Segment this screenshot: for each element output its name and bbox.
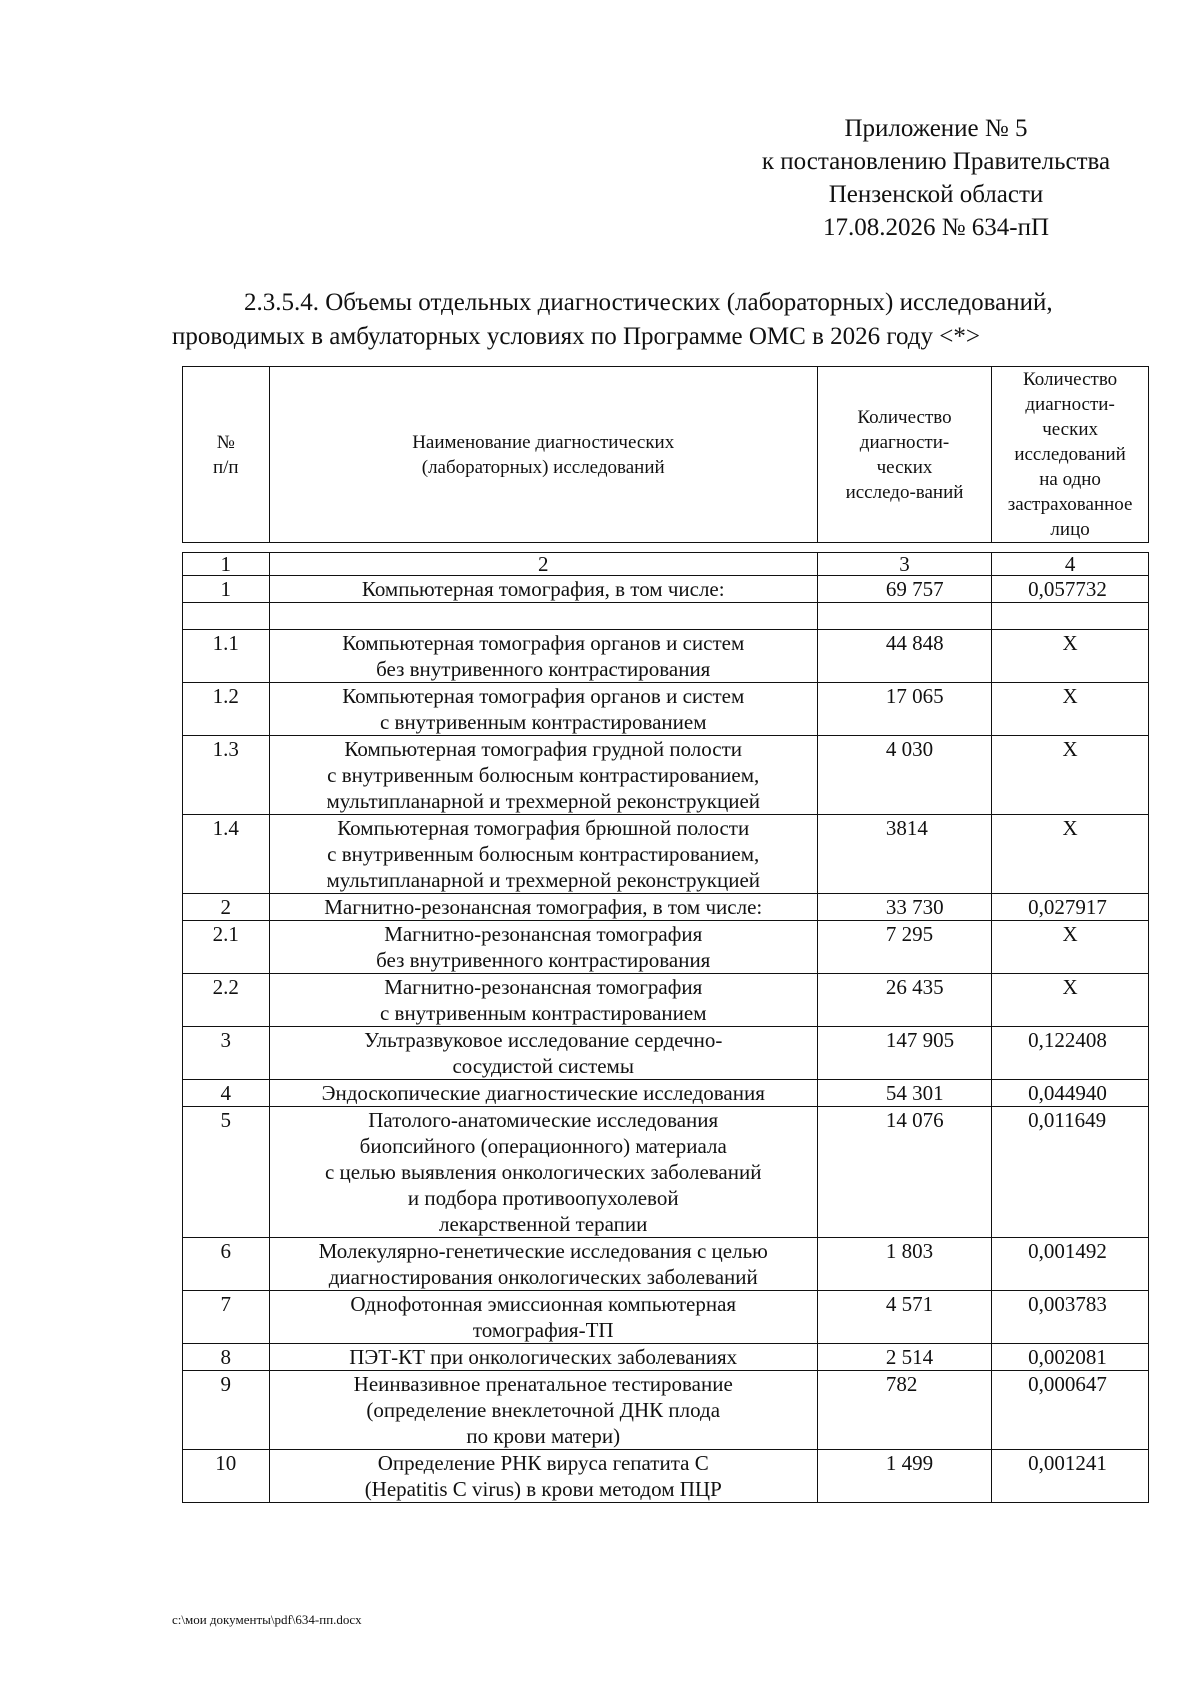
- table-row: [183, 894, 1149, 921]
- column-number: 4: [992, 553, 1149, 576]
- row-count: 3814: [817, 815, 991, 894]
- row-name: [269, 1080, 817, 1107]
- row-count: 7 295: [817, 921, 991, 974]
- row-name-line: Магнитно-резонансная томография: [384, 975, 703, 999]
- row-name-line: (Hepatitis C virus) в крови методом ПЦР: [364, 1477, 722, 1501]
- row-name-line: мультипланарной и трехмерной реконструкцией: [326, 868, 761, 892]
- row-name-line: Компьютерная томография брюшной полости: [337, 816, 750, 840]
- table-row: [183, 1291, 1149, 1344]
- row-name-line: лекарственной терапии: [439, 1212, 648, 1236]
- row-name: [269, 1371, 817, 1450]
- header-count: [817, 367, 991, 543]
- row-name-line: Однофотонная эмиссионная компьютерная: [350, 1292, 737, 1316]
- row-name-line: биопсийного (операционного) материала: [359, 1134, 727, 1158]
- row-per-person: 0,044940: [992, 1080, 1149, 1107]
- heading-line-1: 2.3.5.4. Объемы отдельных диагностических (лабораторных) исследований,: [244, 289, 1053, 316]
- row-per-person: X: [992, 921, 1149, 974]
- row-name-line: Ультразвуковое исследование сердечно-: [364, 1028, 723, 1052]
- table-row: [183, 974, 1149, 1027]
- row-count: 782: [817, 1371, 991, 1450]
- row-name: [269, 921, 817, 974]
- row-count: [817, 603, 991, 630]
- row-count: 17 065: [817, 683, 991, 736]
- row-name: [269, 1238, 817, 1291]
- table-row: [183, 603, 1149, 630]
- row-name-line: томография-ТП: [472, 1318, 614, 1342]
- row-name-line: (определение внеклеточной ДНК плода: [366, 1398, 721, 1422]
- column-number: 2: [269, 553, 817, 576]
- row-number: 1.2: [183, 683, 270, 736]
- row-name: [269, 1344, 817, 1371]
- row-count: 14 076: [817, 1107, 991, 1238]
- table-row: [183, 815, 1149, 894]
- row-number: 10: [183, 1450, 270, 1503]
- header-line: на одно: [1039, 469, 1101, 490]
- appendix-title: Приложение № 5: [844, 115, 1028, 142]
- heading-line-2: проводимых в амбулаторных условиях по Программе ОМС в 2026 году <*>: [172, 323, 980, 350]
- header-num: [183, 367, 270, 543]
- row-name-line: по крови матери): [466, 1424, 621, 1448]
- header-line: исследо-ваний: [845, 481, 964, 503]
- table-row: [183, 683, 1149, 736]
- header-name: [269, 367, 817, 543]
- row-name: [269, 576, 817, 603]
- row-number: 1.3: [183, 736, 270, 815]
- header-line: застрахованное: [1007, 494, 1133, 515]
- table-row: [183, 1238, 1149, 1291]
- header-line: лицо: [1050, 519, 1090, 540]
- row-name: [269, 630, 817, 683]
- header-line: №: [216, 431, 235, 453]
- row-per-person: 0,001241: [992, 1450, 1149, 1503]
- table-row: [183, 1107, 1149, 1238]
- row-per-person: X: [992, 683, 1149, 736]
- column-number: 3: [817, 553, 991, 576]
- table-row: [183, 576, 1149, 603]
- header-line: диагности-: [859, 431, 950, 453]
- table-header: [182, 366, 1149, 543]
- row-name-line: Компьютерная томография, в том числе:: [361, 577, 725, 601]
- row-number: 1.1: [183, 630, 270, 683]
- row-name-line: Магнитно-резонансная томография, в том числе:: [324, 895, 763, 919]
- row-count: 4 030: [817, 736, 991, 815]
- row-number: [183, 603, 270, 630]
- row-name-line: с внутривенным болюсным контрастированием,: [327, 763, 760, 787]
- row-number: 1: [183, 576, 270, 603]
- row-name: [269, 1107, 817, 1238]
- row-count: 33 730: [817, 894, 991, 921]
- row-name-line: Компьютерная томография грудной полости: [344, 737, 743, 761]
- row-per-person: 0,000647: [992, 1371, 1149, 1450]
- row-count: 147 905: [817, 1027, 991, 1080]
- row-count: 1 499: [817, 1450, 991, 1503]
- row-number: 4: [183, 1080, 270, 1107]
- table-row: [183, 1344, 1149, 1371]
- section-heading: [172, 286, 1147, 354]
- row-name-line: мультипланарной и трехмерной реконструкцией: [326, 789, 761, 813]
- row-per-person: 0,122408: [992, 1027, 1149, 1080]
- row-name: [269, 974, 817, 1027]
- header-line: Наименование диагностических: [412, 431, 675, 453]
- column-number-row: [183, 553, 1149, 576]
- row-count: 2 514: [817, 1344, 991, 1371]
- row-number: 5: [183, 1107, 270, 1238]
- appendix-block: [736, 112, 1136, 244]
- row-number: 2.1: [183, 921, 270, 974]
- table-row: [183, 921, 1149, 974]
- row-name: [269, 603, 817, 630]
- row-per-person: X: [992, 974, 1149, 1027]
- row-name-line: Компьютерная томография органов и систем: [342, 631, 745, 655]
- row-count: 1 803: [817, 1238, 991, 1291]
- row-name: [269, 894, 817, 921]
- row-count: 26 435: [817, 974, 991, 1027]
- row-number: 2.2: [183, 974, 270, 1027]
- row-per-person: 0,027917: [992, 894, 1149, 921]
- header-line: Количество: [1023, 369, 1118, 390]
- row-per-person: X: [992, 630, 1149, 683]
- row-number: 2: [183, 894, 270, 921]
- header-line: п/п: [212, 456, 239, 478]
- row-per-person: 0,002081: [992, 1344, 1149, 1371]
- row-count: 44 848: [817, 630, 991, 683]
- header-line: диагности-: [1025, 394, 1115, 415]
- row-count: 69 757: [817, 576, 991, 603]
- row-name-line: Патолого-анатомические исследования: [368, 1108, 719, 1132]
- row-name-line: диагностирования онкологических заболеваний: [328, 1265, 758, 1289]
- row-name-line: Эндоскопические диагностические исследования: [321, 1081, 765, 1105]
- header-per-person: [992, 367, 1149, 543]
- header-line: ческих: [876, 456, 933, 478]
- row-name-line: с внутривенным контрастированием: [379, 1001, 707, 1025]
- column-number: 1: [183, 553, 270, 576]
- table-row: [183, 1371, 1149, 1450]
- row-name-line: без внутривенного контрастирования: [376, 948, 711, 972]
- row-name-line: Компьютерная томография органов и систем: [342, 684, 745, 708]
- row-name-line: Определение РНК вируса гепатита С: [377, 1451, 709, 1475]
- row-number: 1.4: [183, 815, 270, 894]
- row-name: [269, 815, 817, 894]
- table-row: [183, 1027, 1149, 1080]
- row-name-line: с внутривенным болюсным контрастированием,: [327, 842, 760, 866]
- row-per-person: X: [992, 736, 1149, 815]
- table-row: [183, 1450, 1149, 1503]
- row-name: [269, 736, 817, 815]
- row-per-person: 0,001492: [992, 1238, 1149, 1291]
- row-name-line: и подбора противоопухолевой: [407, 1186, 679, 1210]
- row-name-line: Неинвазивное пренатальное тестирование: [353, 1372, 733, 1396]
- appendix-region: Пензенской области: [828, 181, 1044, 208]
- header-line: Количество: [857, 406, 952, 428]
- row-name-line: с внутривенным контрастированием: [379, 710, 707, 734]
- header-line: ческих: [1042, 419, 1098, 440]
- row-name-line: без внутривенного контрастирования: [376, 657, 711, 681]
- row-name: [269, 683, 817, 736]
- data-table: [182, 552, 1149, 1503]
- row-per-person: 0,011649: [992, 1107, 1149, 1238]
- table-row: [183, 736, 1149, 815]
- table-row: [183, 1080, 1149, 1107]
- row-per-person: X: [992, 815, 1149, 894]
- row-number: 9: [183, 1371, 270, 1450]
- row-number: 3: [183, 1027, 270, 1080]
- row-name-line: ПЭТ-КТ при онкологических заболеваниях: [349, 1345, 738, 1369]
- header-line: исследований: [1014, 444, 1126, 465]
- row-number: 6: [183, 1238, 270, 1291]
- row-name-line: Магнитно-резонансная томография: [384, 922, 703, 946]
- appendix-date-number: 17.08.2026 № 634-пП: [822, 214, 1050, 241]
- row-number: 8: [183, 1344, 270, 1371]
- header-line: (лабораторных) исследований: [421, 456, 665, 478]
- row-name: [269, 1450, 817, 1503]
- row-name-line: Молекулярно-генетические исследования с целью: [318, 1239, 768, 1263]
- row-count: 4 571: [817, 1291, 991, 1344]
- row-name-line: сосудистой системы: [452, 1054, 634, 1078]
- row-name: [269, 1291, 817, 1344]
- appendix-resolution: к постановлению Правительства: [761, 148, 1111, 175]
- table-row: [183, 630, 1149, 683]
- row-name-line: с целью выявления онкологических заболеваний: [324, 1160, 762, 1184]
- file-path: c:\мои документы\pdf\634-пп.docx: [172, 1612, 362, 1627]
- row-number: 7: [183, 1291, 270, 1344]
- row-per-person: 0,057732: [992, 576, 1149, 603]
- row-per-person: 0,003783: [992, 1291, 1149, 1344]
- row-name: [269, 1027, 817, 1080]
- row-per-person: [992, 603, 1149, 630]
- row-count: 54 301: [817, 1080, 991, 1107]
